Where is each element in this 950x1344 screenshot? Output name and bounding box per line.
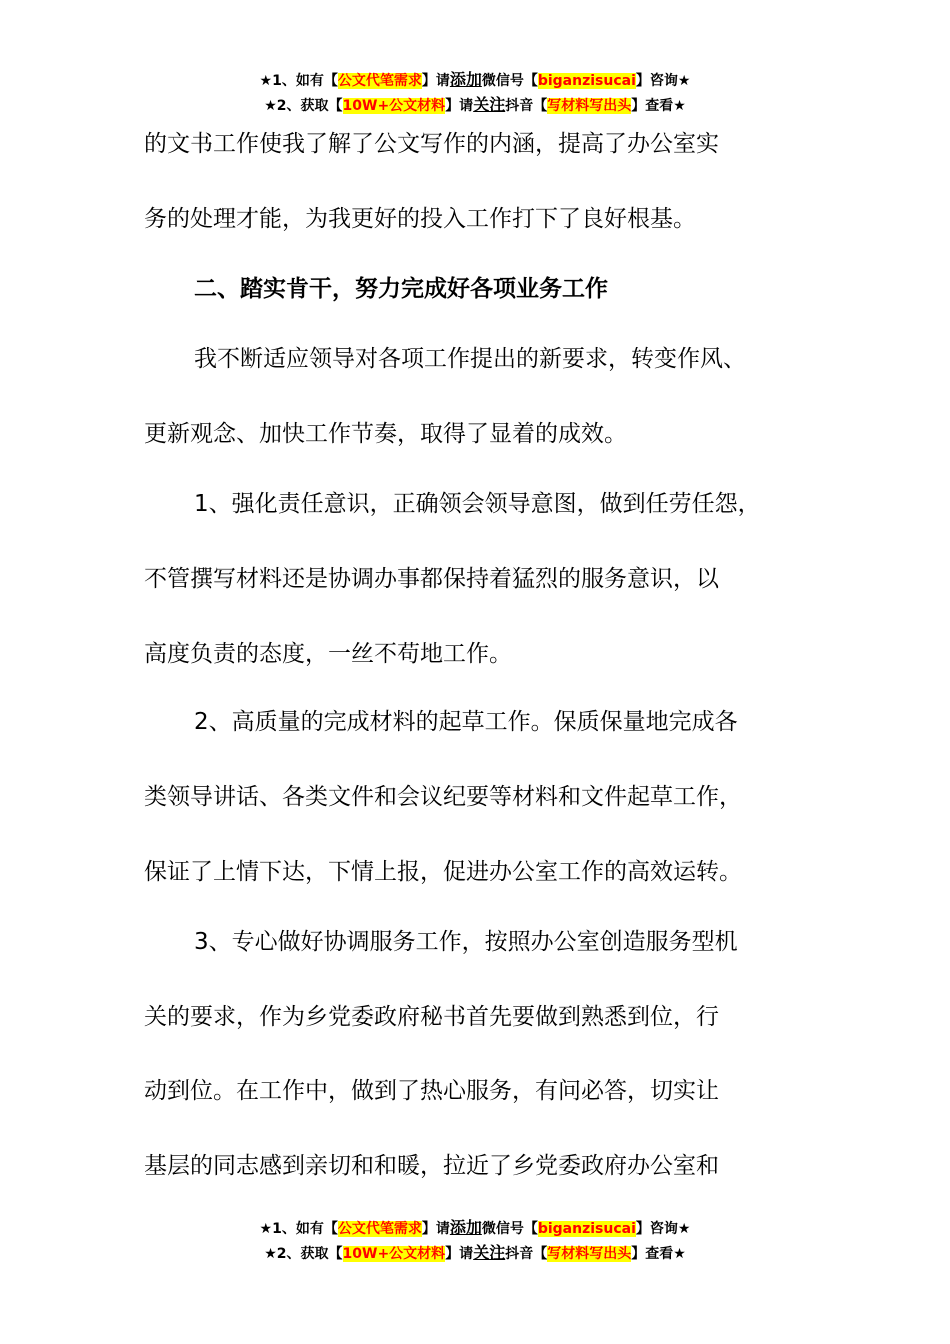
footer-promo-line-2	[0, 1241, 950, 1266]
paragraph-line: 我不断适应领导对各项工作提出的新要求，转变作风、	[194, 346, 746, 372]
promo-text: 】请	[445, 98, 474, 114]
paragraph-line: 3、专心做好协调服务工作，按照办公室创造服务型机	[194, 929, 738, 955]
footer-promo-line-1	[0, 1216, 950, 1241]
paragraph-line: 高度负责的态度，一丝不苟地工作。	[144, 641, 512, 667]
promo-text: 】请	[421, 1221, 450, 1237]
promo-text: 】请	[445, 1246, 474, 1262]
promo-highlight: 10W+公文材料	[342, 98, 446, 114]
promo-highlight: 公文代笔需求	[337, 73, 422, 89]
promo-text: 】查看★	[631, 98, 686, 114]
promo-text: ★1、如有【	[259, 73, 338, 89]
promo-highlight: 10W+公文材料	[342, 1246, 446, 1262]
promo-emphasis: 添加	[449, 70, 482, 89]
promo-text: ★2、获取【	[264, 1246, 343, 1262]
paragraph-line: 1、强化责任意识，正确领会领导意图，做到任劳任怨，	[194, 491, 761, 517]
promo-text: 抖音【	[505, 1246, 548, 1262]
promo-text: 】请	[421, 73, 450, 89]
promo-douyin-id: 写材料写出头	[547, 98, 632, 114]
paragraph-line: 2、高质量的完成材料的起草工作。保质保量地完成各	[194, 709, 738, 735]
paragraph-line: 不管撰写材料还是协调办事都保持着猛烈的服务意识，以	[144, 566, 719, 592]
paragraph-line: 关的要求，作为乡党委政府秘书首先要做到熟悉到位，行	[144, 1004, 719, 1030]
promo-text: 】咨询★	[635, 1221, 691, 1237]
promo-text: 微信号【	[481, 73, 538, 89]
promo-emphasis: 添加	[449, 1218, 482, 1237]
promo-text: 微信号【	[481, 1221, 538, 1237]
promo-wechat-id: biganzisucai	[537, 73, 636, 89]
paragraph-line: 保证了上情下达，下情上报，促进办公室工作的高效运转。	[144, 859, 742, 885]
promo-douyin-id: 写材料写出头	[547, 1246, 632, 1262]
promo-emphasis: 关注	[473, 95, 506, 114]
promo-text: 】查看★	[631, 1246, 686, 1262]
promo-highlight: 公文代笔需求	[337, 1221, 422, 1237]
promo-text: ★2、获取【	[264, 98, 343, 114]
promo-emphasis: 关注	[473, 1243, 506, 1262]
paragraph-line: 类领导讲话、各类文件和会议纪要等材料和文件起草工作，	[144, 784, 742, 810]
paragraph-line: 的文书工作使我了解了公文写作的内涵，提高了办公室实	[144, 131, 719, 157]
document-body	[144, 0, 824, 1344]
paragraph-line: 动到位。在工作中，做到了热心服务，有问必答，切实让	[144, 1078, 719, 1104]
promo-text: 抖音【	[505, 98, 548, 114]
section-heading: 二、踏实肯干，努力完成好各项业务工作	[194, 276, 608, 302]
promo-text: 】咨询★	[635, 73, 691, 89]
paragraph-line: 基层的同志感到亲切和和暖，拉近了乡党委政府办公室和	[144, 1153, 719, 1179]
promo-wechat-id: biganzisucai	[537, 1221, 636, 1237]
paragraph-line: 务的处理才能，为我更好的投入工作打下了良好根基。	[144, 206, 696, 232]
promo-text: ★1、如有【	[259, 1221, 338, 1237]
footer-promo	[0, 1216, 950, 1266]
paragraph-line: 更新观念、加快工作节奏，取得了显着的成效。	[144, 421, 627, 447]
